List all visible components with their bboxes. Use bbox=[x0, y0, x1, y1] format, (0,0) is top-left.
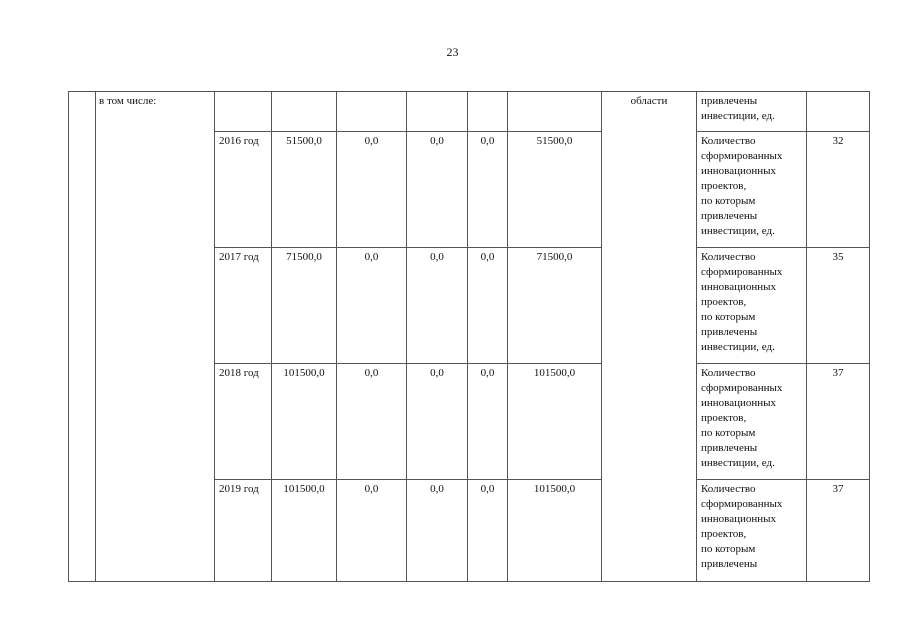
indicator-line: Количество bbox=[701, 483, 756, 495]
total-cell: 71500,0 bbox=[272, 248, 337, 364]
local-cell: 0,0 bbox=[468, 248, 508, 364]
year-cell: 2018 год bbox=[215, 364, 272, 480]
indicator-line: инвестиции, ед. bbox=[701, 341, 775, 353]
indicator-line: проектов, bbox=[701, 412, 747, 424]
federal-cell: 0,0 bbox=[337, 248, 407, 364]
indicator-line: сформированных bbox=[701, 498, 783, 510]
blank-cell bbox=[69, 92, 96, 582]
indicator-line: инновационных bbox=[701, 513, 777, 525]
indicator-line: инновационных bbox=[701, 281, 777, 293]
indicator-line: проектов, bbox=[701, 528, 747, 540]
other-cell: 51500,0 bbox=[508, 132, 602, 248]
other-cell: 101500,0 bbox=[508, 480, 602, 582]
indicator-line: инновационных bbox=[701, 165, 777, 177]
region-cell: области bbox=[602, 92, 697, 582]
regional-cell: 0,0 bbox=[407, 480, 468, 582]
page-number: 23 bbox=[446, 45, 459, 59]
table-row bbox=[69, 92, 870, 132]
regional-cell: 0,0 bbox=[407, 248, 468, 364]
indicator-line: привлечены bbox=[701, 210, 758, 222]
indicator-cell bbox=[697, 132, 807, 248]
year-cell: 2017 год bbox=[215, 248, 272, 364]
empty-cell bbox=[407, 92, 468, 132]
indicator-line: проектов, bbox=[701, 180, 747, 192]
year-cell: 2016 год bbox=[215, 132, 272, 248]
total-cell: 101500,0 bbox=[272, 364, 337, 480]
indicator-line: привлечены bbox=[701, 558, 758, 570]
program-table bbox=[68, 91, 870, 582]
indicator-line: инвестиции, ед. bbox=[701, 457, 775, 469]
indicator-line: сформированных bbox=[701, 266, 783, 278]
federal-cell: 0,0 bbox=[337, 480, 407, 582]
regional-cell: 0,0 bbox=[407, 132, 468, 248]
indicator-line: проектов, bbox=[701, 296, 747, 308]
local-cell: 0,0 bbox=[468, 364, 508, 480]
empty-cell bbox=[508, 92, 602, 132]
indicator-value: 37 bbox=[807, 480, 870, 582]
indicator-line: привлечены bbox=[701, 442, 758, 454]
other-cell: 101500,0 bbox=[508, 364, 602, 480]
empty-cell bbox=[337, 92, 407, 132]
indicator-line: по которым bbox=[701, 311, 756, 323]
indicator-cell: привлечены инвестиции, ед. bbox=[697, 92, 807, 132]
indicator-line: Количество bbox=[701, 367, 756, 379]
indicator-line: Количество bbox=[701, 135, 756, 147]
empty-cell bbox=[272, 92, 337, 132]
empty-cell bbox=[468, 92, 508, 132]
subtotal-label: в том числе: bbox=[96, 92, 215, 582]
indicator-line: инвестиции, ед. bbox=[701, 225, 775, 237]
year-cell: 2019 год bbox=[215, 480, 272, 582]
indicator-line: привлечены bbox=[701, 326, 758, 338]
indicator-line: по которым bbox=[701, 427, 756, 439]
federal-cell: 0,0 bbox=[337, 132, 407, 248]
indicator-line: сформированных bbox=[701, 150, 783, 162]
total-cell: 101500,0 bbox=[272, 480, 337, 582]
indicator-value: 37 bbox=[807, 364, 870, 480]
indicator-value: 32 bbox=[807, 132, 870, 248]
empty-cell bbox=[807, 92, 870, 132]
federal-cell: 0,0 bbox=[337, 364, 407, 480]
indicator-cell bbox=[697, 480, 807, 582]
regional-cell: 0,0 bbox=[407, 364, 468, 480]
indicator-line: Количество bbox=[701, 251, 756, 263]
indicator-cell bbox=[697, 248, 807, 364]
local-cell: 0,0 bbox=[468, 480, 508, 582]
indicator-value: 35 bbox=[807, 248, 870, 364]
total-cell: 51500,0 bbox=[272, 132, 337, 248]
local-cell: 0,0 bbox=[468, 132, 508, 248]
indicator-line: сформированных bbox=[701, 382, 783, 394]
indicator-line: по которым bbox=[701, 195, 756, 207]
indicator-line: инновационных bbox=[701, 397, 777, 409]
empty-cell bbox=[215, 92, 272, 132]
indicator-cell bbox=[697, 364, 807, 480]
other-cell: 71500,0 bbox=[508, 248, 602, 364]
indicator-line: по которым bbox=[701, 543, 756, 555]
